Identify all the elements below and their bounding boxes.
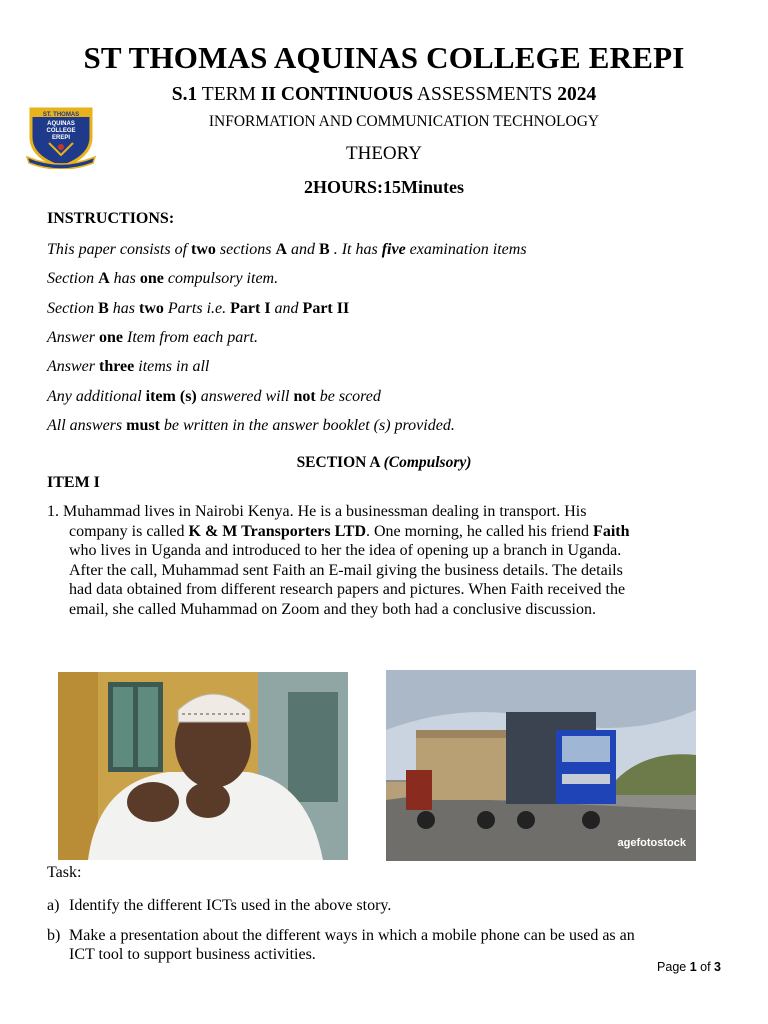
assessment-title: S.1 TERM II CONTINUOUS ASSESSMENTS 2024 bbox=[171, 84, 597, 105]
svg-text:AQUINAS: AQUINAS bbox=[47, 121, 75, 127]
instructions-heading: INSTRUCTIONS: bbox=[47, 210, 175, 227]
school-crest-logo bbox=[25, 103, 97, 169]
subject-title: INFORMATION AND COMMUNICATION TECHNOLOGY bbox=[208, 113, 600, 130]
stock-watermark: agefotostock bbox=[617, 837, 686, 849]
paper-title: THEORY bbox=[346, 143, 422, 164]
svg-text:ST. THOMAS: ST. THOMAS bbox=[42, 112, 80, 118]
item-story: 1. Muhammad lives in Nairobi Kenya. He is a businessman dealing in transport. His company is called K & M Transporters LTD. One morning, he called his friend Faith who lives in Uganda and introduced to her the idea of opening up a branch in Uganda. After the call, Muhammad sent Faith an E-mail giving the business details. The details had data obtained from different research papers and pictures. When Faith received the email, she called Muhammad on Zoom and they both had a conclusive discussion. bbox=[47, 503, 630, 618]
svg-text:EREPI: EREPI bbox=[51, 135, 71, 141]
page-number: Page 1 of 3 bbox=[657, 960, 721, 974]
section-a-heading: SECTION A (Compulsory) bbox=[296, 454, 472, 471]
task-heading: Task: bbox=[47, 864, 82, 881]
item-heading: ITEM I bbox=[47, 474, 100, 491]
duration: 2HOURS:15Minutes bbox=[303, 177, 464, 197]
businessman-photo bbox=[58, 672, 348, 860]
instruction-line-6: Any additional item (s) answered will not be scored bbox=[47, 388, 381, 405]
instruction-line-3: Section B has two Parts i.e. Part I and Part II bbox=[47, 300, 350, 317]
task-a: a) Identify the different ICTs used in the above story. bbox=[47, 897, 392, 914]
instruction-line-2: Section A has one compulsory item. bbox=[47, 270, 279, 287]
svg-text:COLLEGE: COLLEGE bbox=[46, 128, 76, 134]
task-b: b) Make a presentation about the different ways in which a mobile phone can be used as an ICT tool to support business activities. bbox=[47, 927, 635, 963]
school-name: ST THOMAS AQUINAS COLLEGE EREPI bbox=[83, 40, 685, 75]
instruction-line-7: All answers must be written in the answer booklet (s) provided. bbox=[47, 417, 455, 434]
instruction-line-5: Answer three items in all bbox=[47, 358, 210, 375]
trucks-photo bbox=[386, 670, 696, 861]
instruction-line-1: This paper consists of two sections A and B . It has five examination items bbox=[47, 241, 527, 258]
instruction-line-4: Answer one Item from each part. bbox=[47, 329, 258, 346]
